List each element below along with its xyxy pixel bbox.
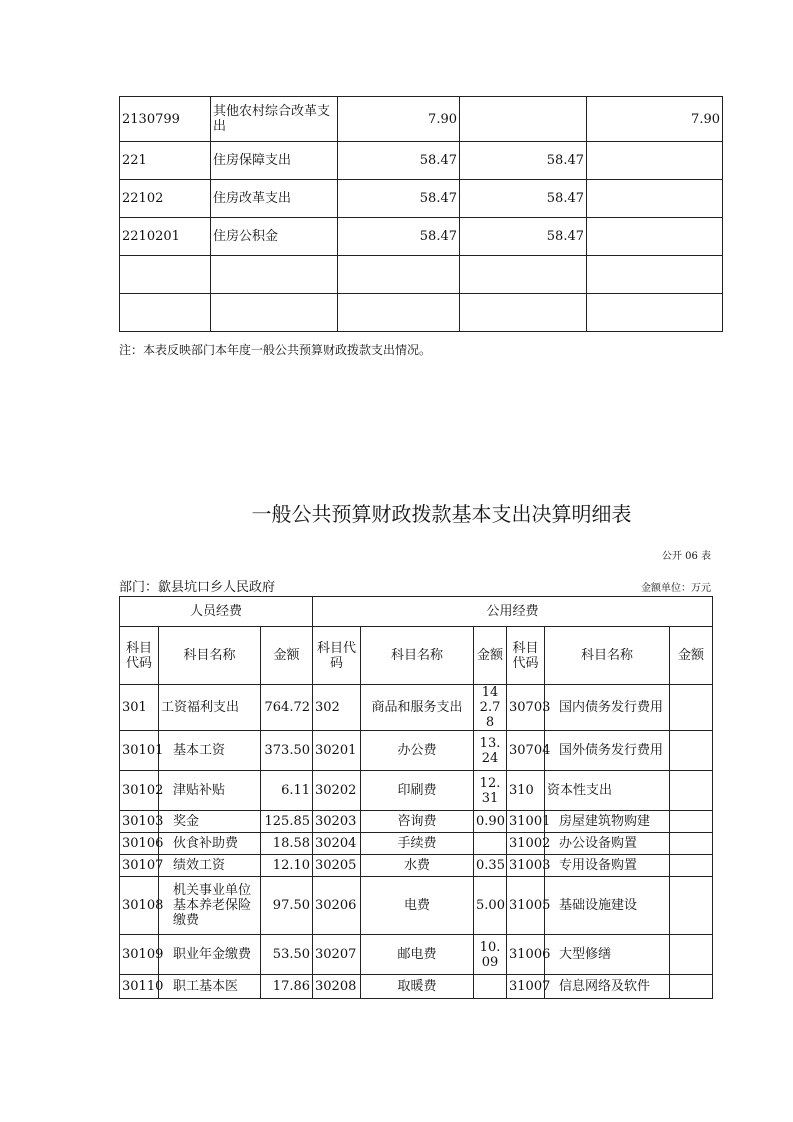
amount-cell: 125.85 xyxy=(261,811,313,833)
table-row xyxy=(120,256,723,294)
code-cell: 31005 xyxy=(507,877,545,935)
amount-cell xyxy=(670,975,713,999)
code-cell: 30206 xyxy=(313,877,361,935)
name-cell: 国内债务发行费用 xyxy=(545,685,670,731)
name-cell: 其他农村综合改革支出 xyxy=(211,97,338,142)
code-cell: 30704 xyxy=(507,731,545,771)
amount-cell xyxy=(670,811,713,833)
basic-cell xyxy=(460,294,587,332)
basic-cell xyxy=(460,256,587,294)
code-cell: 2130799 xyxy=(120,97,211,142)
amount-cell xyxy=(670,935,713,975)
amount-cell: 53.50 xyxy=(261,935,313,975)
name-cell xyxy=(211,256,338,294)
name-cell: 专用设备购置 xyxy=(545,855,670,877)
basic-cell xyxy=(460,97,587,142)
table-row xyxy=(120,771,713,811)
code-cell: 30102 xyxy=(120,771,159,811)
table-row xyxy=(120,294,723,332)
project-cell xyxy=(587,142,723,180)
project-cell: 7.90 xyxy=(587,97,723,142)
total-cell xyxy=(338,256,460,294)
code-cell: 30107 xyxy=(120,855,159,877)
project-cell xyxy=(587,294,723,332)
code-cell: 30109 xyxy=(120,935,159,975)
name-cell: 办公设备购置 xyxy=(545,833,670,855)
code-cell: 30201 xyxy=(313,731,361,771)
code-cell: 30204 xyxy=(313,833,361,855)
name-cell: 办公费 xyxy=(361,731,474,771)
name-cell: 信息网络及软件 xyxy=(545,975,670,999)
name-cell: 工资福利支出 xyxy=(159,685,261,731)
amount-cell xyxy=(474,833,507,855)
code-cell: 30207 xyxy=(313,935,361,975)
name-cell: 邮电费 xyxy=(361,935,474,975)
amount-cell xyxy=(474,975,507,999)
form-number: 公开 06 表 xyxy=(661,551,711,562)
amount-cell: 5.00 xyxy=(474,877,507,935)
amount-cell: 6.11 xyxy=(261,771,313,811)
total-cell: 58.47 xyxy=(338,180,460,218)
code-cell: 31001 xyxy=(507,811,545,833)
top-table xyxy=(119,96,723,332)
code-cell: 22102 xyxy=(120,180,211,218)
table-row xyxy=(120,855,713,877)
header-amount: 金额 xyxy=(474,627,507,685)
total-cell: 58.47 xyxy=(338,218,460,256)
name-cell: 职业年金缴费 xyxy=(159,935,261,975)
code-cell: 310 xyxy=(507,771,545,811)
amount-cell: 13.24 xyxy=(474,731,507,771)
department-label: 部门：歙县坑口乡人民政府 xyxy=(119,580,276,595)
page-title: 一般公共预算财政拨款基本支出决算明细表 xyxy=(251,502,632,526)
name-cell: 商品和服务支出 xyxy=(361,685,474,731)
amount-cell: 12.31 xyxy=(474,771,507,811)
amount-cell: 142.78 xyxy=(474,685,507,731)
name-cell: 咨询费 xyxy=(361,811,474,833)
header-amount: 金额 xyxy=(261,627,313,685)
amount-cell: 0.35 xyxy=(474,855,507,877)
name-cell: 职工基本医 xyxy=(159,975,261,999)
header-name: 科目名称 xyxy=(361,627,474,685)
header-name: 科目名称 xyxy=(159,627,261,685)
code-cell: 31003 xyxy=(507,855,545,877)
amount-cell: 764.72 xyxy=(261,685,313,731)
name-cell: 基础设施建设 xyxy=(545,877,670,935)
header-name: 科目名称 xyxy=(545,627,670,685)
amount-cell: 373.50 xyxy=(261,731,313,771)
table-row xyxy=(120,811,713,833)
header-amount: 金额 xyxy=(670,627,713,685)
code-cell xyxy=(120,256,211,294)
group-personnel-header: 人员经费 xyxy=(120,597,313,627)
name-cell: 伙食补助费 xyxy=(159,833,261,855)
table-row xyxy=(120,935,713,975)
code-cell: 31006 xyxy=(507,935,545,975)
table-row xyxy=(120,833,713,855)
table-note: 注：本表反映部门本年度一般公共预算财政拨款支出情况。 xyxy=(119,343,432,357)
name-cell: 绩效工资 xyxy=(159,855,261,877)
table-row xyxy=(120,877,713,935)
name-cell: 印刷费 xyxy=(361,771,474,811)
name-cell: 住房保障支出 xyxy=(211,142,338,180)
code-cell: 30106 xyxy=(120,833,159,855)
name-cell: 取暖费 xyxy=(361,975,474,999)
name-cell: 机关事业单位基本养老保险缴费 xyxy=(159,877,261,935)
header-code: 科目代码 xyxy=(120,627,159,685)
table-row xyxy=(120,975,713,999)
column-header-row xyxy=(120,627,713,685)
code-cell: 30208 xyxy=(313,975,361,999)
name-cell: 国外债务发行费用 xyxy=(545,731,670,771)
name-cell xyxy=(211,294,338,332)
amount-cell xyxy=(670,855,713,877)
code-cell: 301 xyxy=(120,685,159,731)
amount-cell xyxy=(670,771,713,811)
amount-cell: 0.90 xyxy=(474,811,507,833)
code-cell: 30703 xyxy=(507,685,545,731)
code-cell: 30203 xyxy=(313,811,361,833)
name-cell: 大型修缮 xyxy=(545,935,670,975)
amount-cell: 17.86 xyxy=(261,975,313,999)
total-cell: 58.47 xyxy=(338,142,460,180)
group-public-header: 公用经费 xyxy=(313,597,713,627)
table-row xyxy=(120,685,713,731)
header-code: 科目代码 xyxy=(313,627,361,685)
name-cell: 水费 xyxy=(361,855,474,877)
table-row xyxy=(120,731,713,771)
code-cell: 30101 xyxy=(120,731,159,771)
amount-cell xyxy=(670,833,713,855)
total-cell xyxy=(338,294,460,332)
basic-cell: 58.47 xyxy=(460,180,587,218)
table-row xyxy=(120,180,723,218)
code-cell: 30108 xyxy=(120,877,159,935)
code-cell: 221 xyxy=(120,142,211,180)
amount-cell: 18.58 xyxy=(261,833,313,855)
basic-cell: 58.47 xyxy=(460,142,587,180)
basic-cell: 58.47 xyxy=(460,218,587,256)
amount-cell xyxy=(670,685,713,731)
amount-cell: 10.09 xyxy=(474,935,507,975)
name-cell: 电费 xyxy=(361,877,474,935)
code-cell: 30110 xyxy=(120,975,159,999)
name-cell: 房屋建筑物购建 xyxy=(545,811,670,833)
code-cell: 31002 xyxy=(507,833,545,855)
code-cell: 31007 xyxy=(507,975,545,999)
expense-detail-table xyxy=(119,596,713,999)
amount-cell xyxy=(670,731,713,771)
project-cell xyxy=(587,256,723,294)
amount-cell: 97.50 xyxy=(261,877,313,935)
table-row xyxy=(120,97,723,142)
code-cell: 302 xyxy=(313,685,361,731)
table-row xyxy=(120,142,723,180)
name-cell: 津贴补贴 xyxy=(159,771,261,811)
header-code: 科目代码 xyxy=(507,627,545,685)
code-cell: 2210201 xyxy=(120,218,211,256)
amount-cell: 12.10 xyxy=(261,855,313,877)
name-cell: 手续费 xyxy=(361,833,474,855)
name-cell: 住房改革支出 xyxy=(211,180,338,218)
amount-cell xyxy=(670,877,713,935)
table-row xyxy=(120,218,723,256)
total-cell: 7.90 xyxy=(338,97,460,142)
code-cell: 30202 xyxy=(313,771,361,811)
code-cell xyxy=(120,294,211,332)
name-cell: 基本工资 xyxy=(159,731,261,771)
project-cell xyxy=(587,180,723,218)
code-cell: 30205 xyxy=(313,855,361,877)
unit-label: 金额单位：万元 xyxy=(641,583,711,594)
name-cell: 资本性支出 xyxy=(545,771,670,811)
name-cell: 住房公积金 xyxy=(211,218,338,256)
group-header-row xyxy=(120,597,713,627)
project-cell xyxy=(587,218,723,256)
name-cell: 奖金 xyxy=(159,811,261,833)
code-cell: 30103 xyxy=(120,811,159,833)
